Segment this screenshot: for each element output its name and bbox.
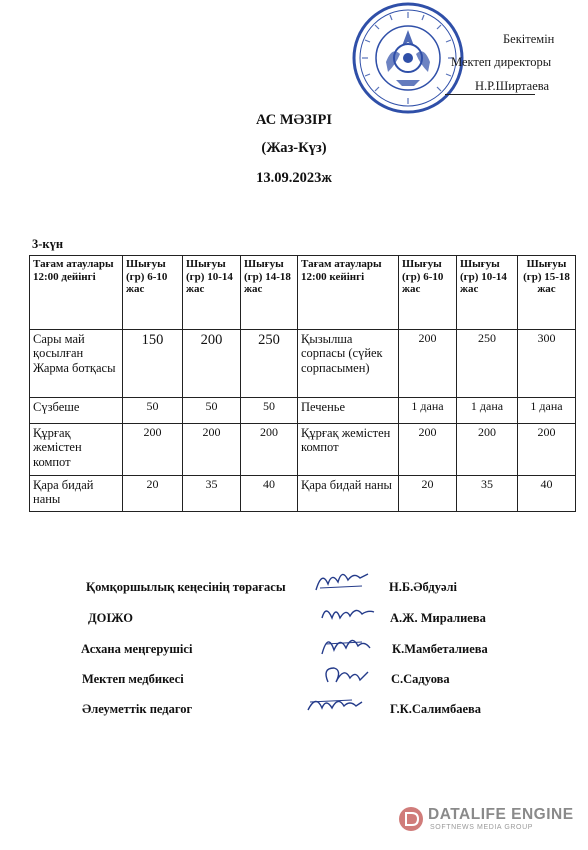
signature-name: С.Садуова [391, 672, 450, 686]
cell-value: 50 [241, 398, 298, 424]
table-row [30, 330, 576, 398]
cell-value: 50 [183, 398, 241, 424]
signature-role: Қомқоршылық кеңесінің төрағасы [86, 580, 286, 594]
cell-value: 200 [183, 330, 241, 398]
header-name-after: Тағам атаулары 12:00 кейінгі [298, 256, 399, 330]
approval-signature-line [445, 94, 535, 95]
cell-value: 1 дана [399, 398, 457, 424]
cell-value: 35 [183, 476, 241, 512]
datalife-logo-icon [398, 806, 424, 832]
header-output2-15-18: Шығуы (гр) 15-18 жас [518, 256, 576, 330]
signature-name: К.Мамбеталиева [392, 642, 488, 656]
cell-dish: Сары май қосылған Жарма ботқасы [30, 330, 123, 398]
cell-value: 150 [123, 330, 183, 398]
signature-scribble-icon [318, 598, 378, 628]
cell-dish: Қара бидай наны [298, 476, 399, 512]
cell-value: 40 [518, 476, 576, 512]
approval-heading: Бекітемін [503, 32, 555, 46]
table-row [30, 398, 576, 424]
cell-value: 200 [399, 424, 457, 476]
cell-dish: Құрғақ жемістен компот [30, 424, 123, 476]
cell-value: 50 [123, 398, 183, 424]
cell-dish: Печенье [298, 398, 399, 424]
signature-scribble-icon [318, 660, 378, 690]
cell-value: 200 [399, 330, 457, 398]
cell-value: 40 [241, 476, 298, 512]
cell-value: 20 [399, 476, 457, 512]
header-output2-10-14: Шығуы (гр) 10-14 жас [457, 256, 518, 330]
cell-dish: Құрғақ жемістен компот [298, 424, 399, 476]
watermark-subtitle: SOFTNEWS MEDIA GROUP [430, 824, 534, 831]
cell-value: 20 [123, 476, 183, 512]
header-output-10-14: Шығуы (гр) 10-14 жас [183, 256, 241, 330]
menu-date: 13.09.2023ж [256, 170, 332, 186]
cell-value: 250 [457, 330, 518, 398]
header-output-6-10: Шығуы (гр) 6-10 жас [123, 256, 183, 330]
cell-value: 300 [518, 330, 576, 398]
cell-value: 200 [518, 424, 576, 476]
header-name-before: Тағам атаулары 12:00 дейінгі [30, 256, 123, 330]
menu-title: АС МӘЗІРІ [255, 112, 333, 128]
cell-value: 250 [241, 330, 298, 398]
cell-value: 200 [183, 424, 241, 476]
cell-value: 200 [457, 424, 518, 476]
table-row [30, 424, 576, 476]
approval-director-name: Н.Р.Ширтаева [475, 79, 550, 93]
signature-role: Мектеп медбикесі [82, 672, 184, 686]
cell-value: 35 [457, 476, 518, 512]
signature-role: Әлеуметтік педагог [82, 702, 193, 716]
header-output2-6-10: Шығуы (гр) 6-10 жас [399, 256, 457, 330]
day-label: 3-күн [32, 237, 64, 251]
header-output-14-18: Шығуы (гр) 14-18 жас [241, 256, 298, 330]
cell-value: 200 [123, 424, 183, 476]
table-header-row [30, 256, 576, 330]
signature-name: А.Ж. Миралиева [390, 611, 486, 625]
school-seal-icon [352, 2, 464, 114]
cell-value: 200 [241, 424, 298, 476]
signature-role: ДОІЖО [88, 611, 133, 625]
menu-table [29, 255, 576, 512]
cell-value: 1 дана [518, 398, 576, 424]
cell-dish: Сүзбеше [30, 398, 123, 424]
signature-scribble-icon [304, 690, 364, 720]
signature-role: Асхана меңгерушісі [81, 642, 193, 656]
signature-scribble-icon [316, 630, 376, 660]
cell-dish: Қара бидай наны [30, 476, 123, 512]
approval-position: Мектеп директоры [451, 55, 552, 69]
signature-name: Н.Б.Әбдуәлі [389, 580, 458, 594]
table-row [30, 476, 576, 512]
cell-dish: Қызылша сорпасы (сүйек сорпасымен) [298, 330, 399, 398]
watermark-title: DATALIFE ENGINE [428, 806, 574, 823]
cell-value: 1 дана [457, 398, 518, 424]
signature-scribble-icon [312, 566, 372, 596]
signature-name: Г.К.Салимбаева [390, 702, 482, 716]
menu-season: (Жаз-Күз) [261, 140, 327, 156]
